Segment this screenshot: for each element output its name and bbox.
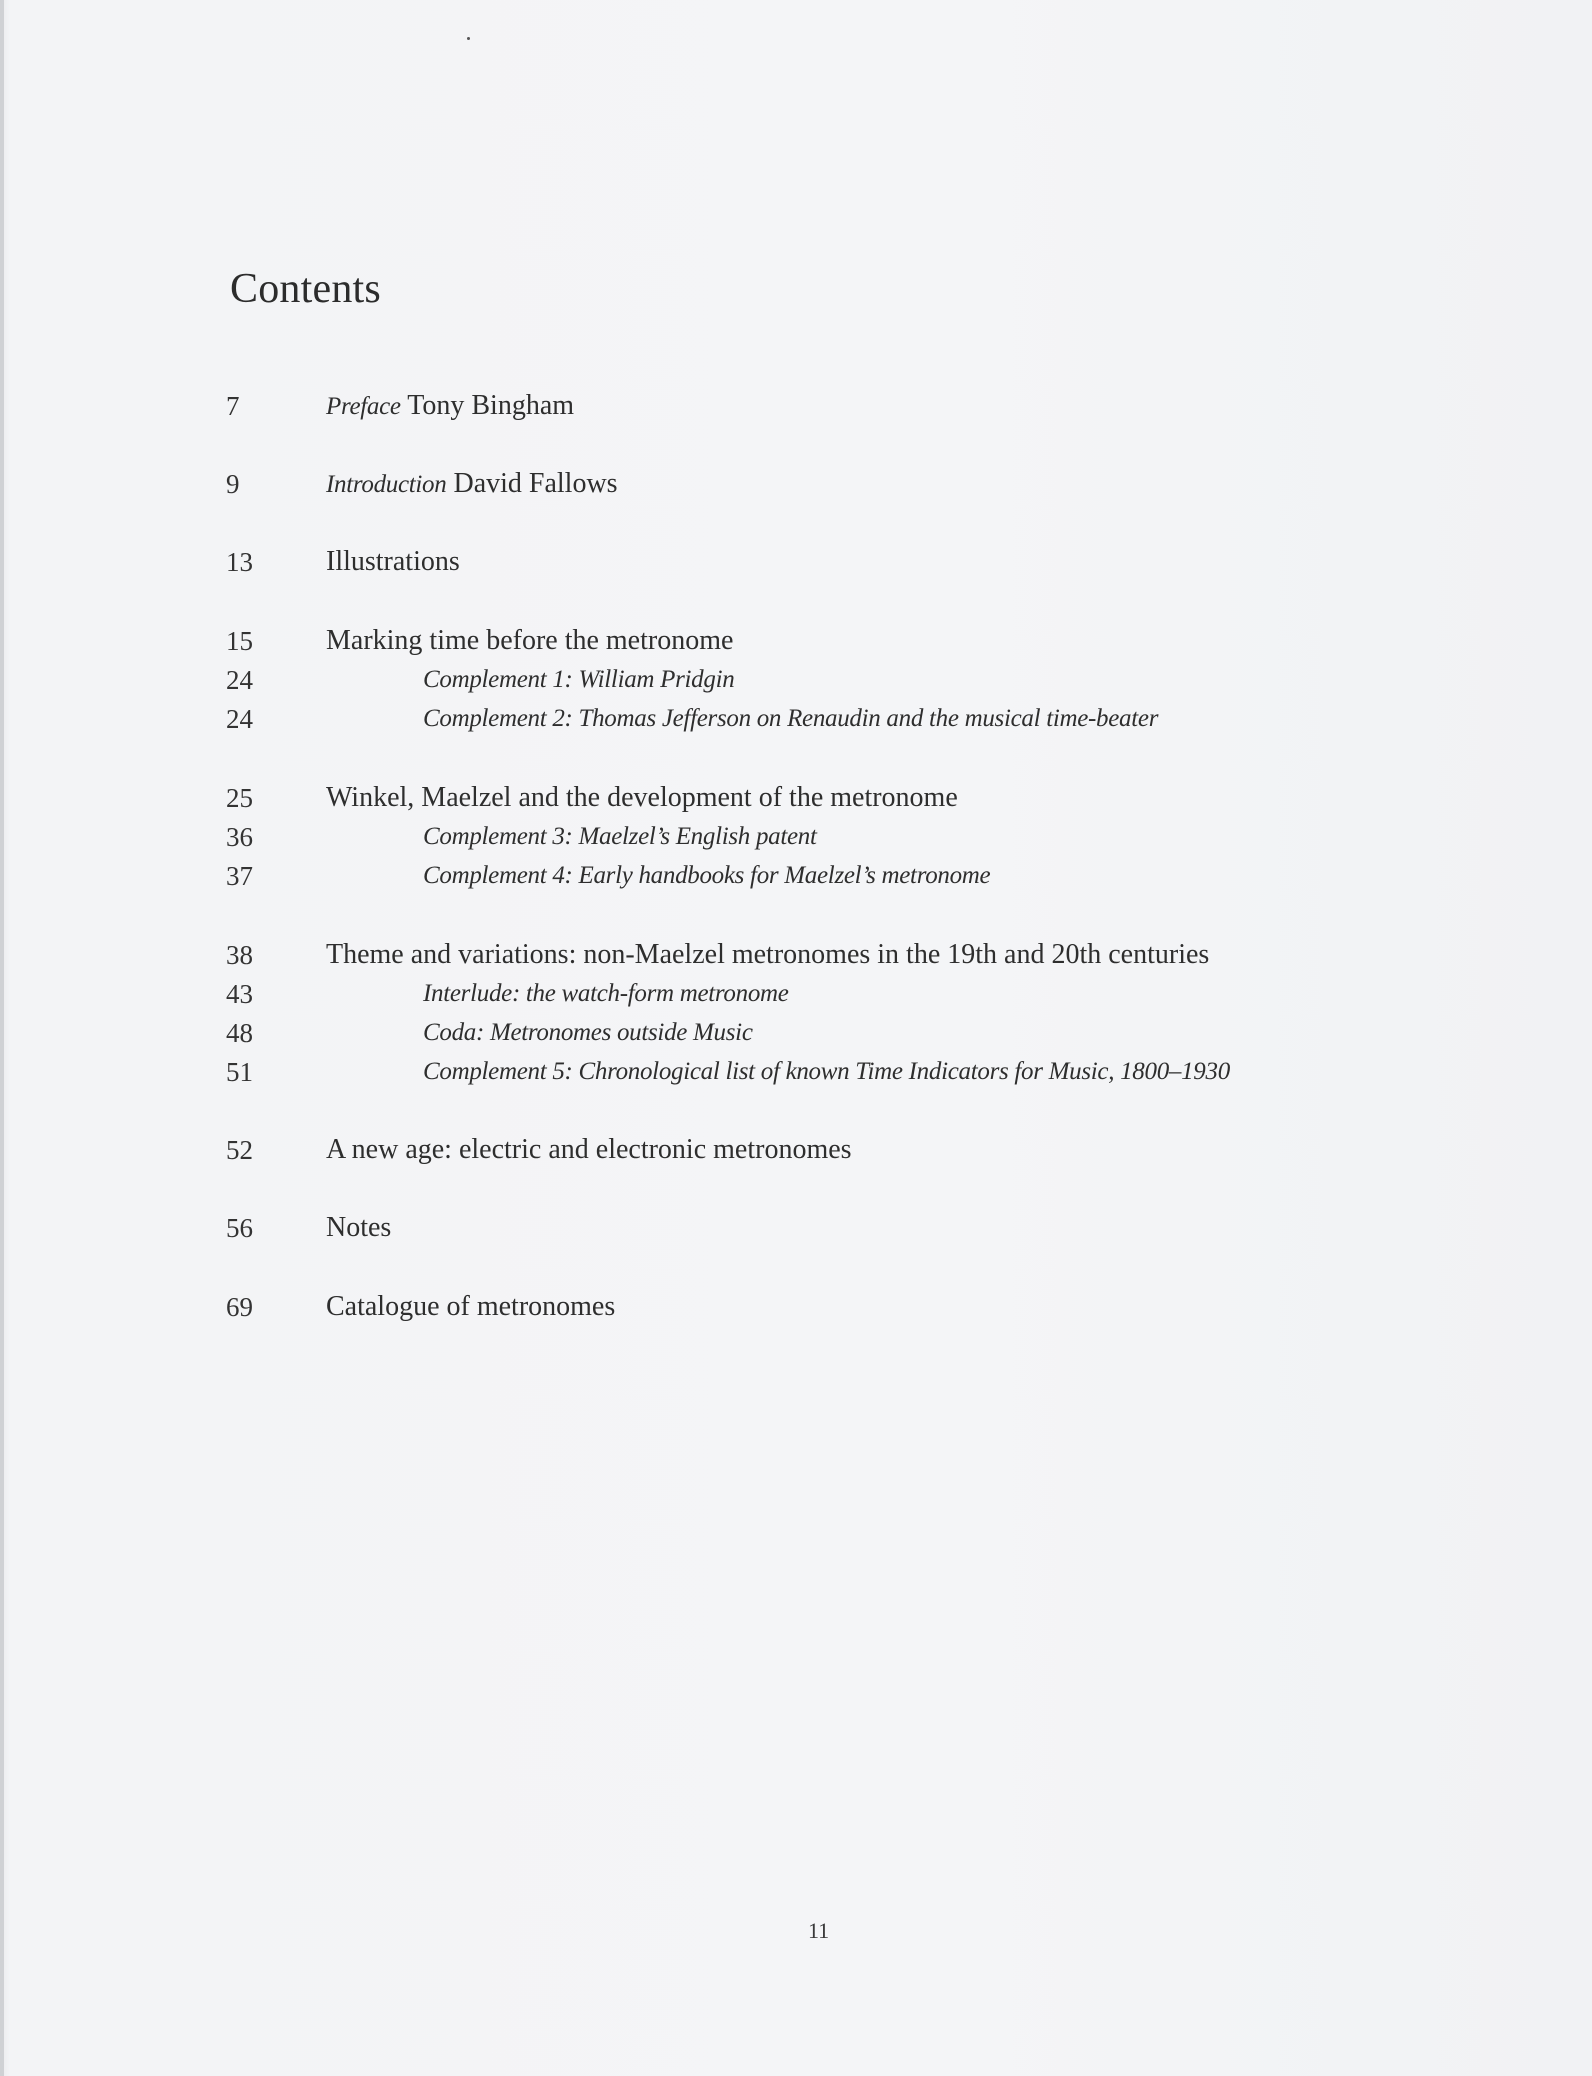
toc-page-number: 9 <box>226 469 240 499</box>
toc-page-number: 38 <box>226 940 253 970</box>
toc-entry-chapter <box>0 1132 1592 1168</box>
toc-subentry-text: Complement 5: Chronological list of known Time Indicators for Music, 1800–1930 <box>423 1058 1230 1085</box>
toc-page-number: 15 <box>226 626 253 656</box>
toc-entry-chapter <box>0 623 1592 659</box>
toc-subentry-text: Coda: Metronomes outside Music <box>423 1019 753 1046</box>
toc-entry-introduction <box>0 466 1592 502</box>
toc-page-number: 7 <box>226 391 240 421</box>
toc-page-number: 13 <box>226 547 253 577</box>
toc-entry-text <box>326 466 618 503</box>
toc-entry-chapter <box>0 937 1592 973</box>
page-title: Contents <box>230 266 381 312</box>
toc-entry-text: Marking time before the metronome <box>326 625 734 656</box>
toc-entry-preface <box>0 388 1592 424</box>
toc-entry-notes <box>0 1210 1592 1246</box>
toc-entry-chapter <box>0 780 1592 816</box>
paper-speck <box>467 37 470 40</box>
toc-subentry-text: Complement 3: Maelzel’s English patent <box>423 823 817 850</box>
toc-entry-lead: Introduction <box>326 471 447 498</box>
toc-entry-author: David Fallows <box>453 468 618 499</box>
toc-subentry <box>0 1015 1592 1051</box>
toc-page-number: 48 <box>226 1018 253 1048</box>
toc-page-number: 24 <box>226 704 253 734</box>
toc-entry-text: Winkel, Maelzel and the development of the metronome <box>326 782 958 813</box>
toc-page-number: 36 <box>226 822 253 852</box>
toc-entry-text <box>326 388 574 425</box>
toc-page-number: 51 <box>226 1057 253 1087</box>
toc-page-number: 52 <box>226 1135 253 1165</box>
toc-subentry-text: Complement 2: Thomas Jefferson on Renaudin and the musical time-beater <box>423 705 1159 732</box>
toc-page-number: 69 <box>226 1292 253 1322</box>
toc-page-number: 24 <box>226 665 253 695</box>
toc-subentry <box>0 819 1592 855</box>
toc-entry-text: Illustrations <box>326 546 460 577</box>
toc-subentry <box>0 858 1592 894</box>
toc-subentry <box>0 976 1592 1012</box>
toc-subentry-text: Complement 1: William Pridgin <box>423 666 735 693</box>
toc-entry-text: Theme and variations: non-Maelzel metronomes in the 19th and 20th centuries <box>326 939 1210 970</box>
page-number: 11 <box>808 1918 830 1943</box>
toc-page-number: 37 <box>226 861 253 891</box>
toc-subentry <box>0 1054 1592 1090</box>
toc-subentry <box>0 662 1592 698</box>
toc-entry-text: A new age: electric and electronic metronomes <box>326 1134 852 1165</box>
toc-subentry-text: Complement 4: Early handbooks for Maelzel’s metronome <box>423 862 991 889</box>
toc-entry-author: Tony Bingham <box>407 390 575 421</box>
toc-entry-lead: Preface <box>326 393 401 420</box>
toc-page-number: 25 <box>226 783 253 813</box>
toc-subentry <box>0 701 1592 737</box>
toc-page-number: 43 <box>226 979 253 1009</box>
toc-entry-text: Notes <box>326 1212 392 1243</box>
toc-entry-catalogue <box>0 1289 1592 1325</box>
toc-entry-text: Catalogue of metronomes <box>326 1291 616 1322</box>
toc-page-number: 56 <box>226 1213 253 1243</box>
toc-entry-illustrations <box>0 544 1592 580</box>
toc-subentry-text: Interlude: the watch-form metronome <box>423 980 789 1007</box>
